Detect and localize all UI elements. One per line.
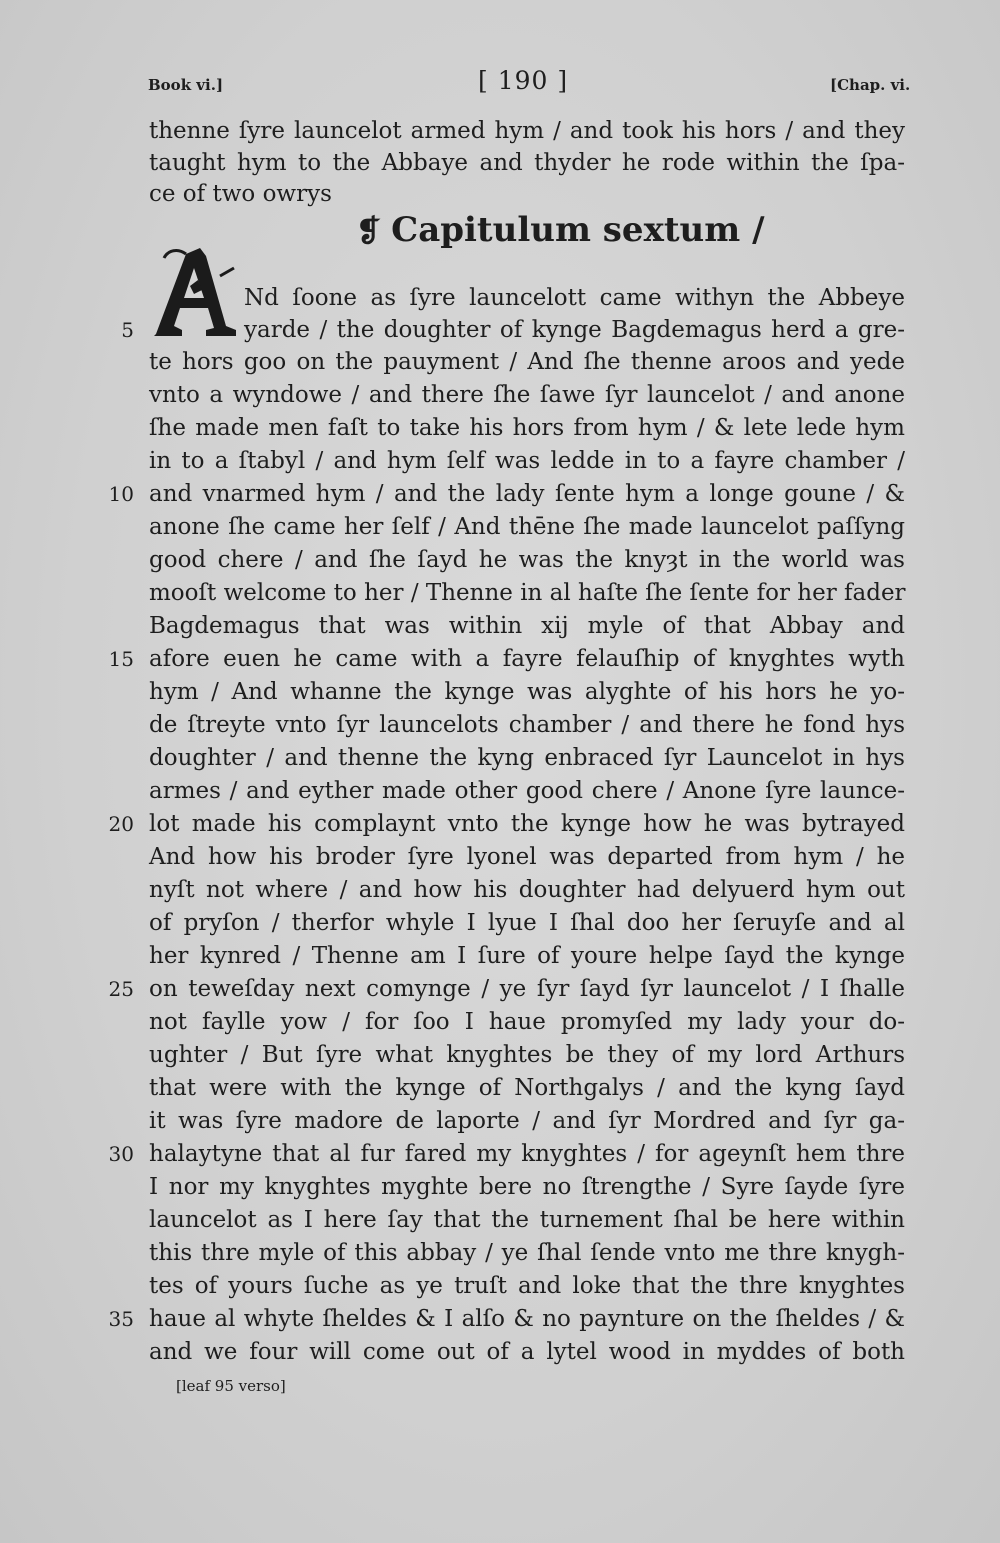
drop-initial-a-icon [150,246,240,340]
line-number: 25 [108,977,134,1001]
text-line: her kynred / Thenne am I ſure of youre helpe ſayd the kynge [149,943,905,969]
text-line: halaytyne that al fur fared my knyghtes / for ageynſt hem thre [149,1141,905,1167]
text-line: that were with the kynge of Northgalys / and the kyng ſayd [149,1075,905,1101]
line-number: 5 [121,318,134,342]
line-number: 15 [108,647,134,671]
running-head [0,66,1000,106]
signature-mark: [leaf 95 verso] [176,1377,286,1395]
running-head-chapter: [Chap. vi. [830,76,911,94]
text-line: anone ſhe came her ſelf / And thēne ſhe made launcelot paſſyng [149,514,905,540]
text-line: lot made his complaynt vnto the kynge how he was bytrayed [149,811,905,837]
text-line: and we four will come out of a lytel wood in myddes of both [149,1339,905,1365]
text-line: hym / And whanne the kynge was alyghte of his hors he yo- [149,679,905,705]
text-line: not faylle yow / for ſoo I haue promyſed my lady your do- [149,1009,905,1035]
text-line: de ſtreyte vnto ſyr launcelots chamber / and there he fond hys [149,712,905,738]
line-number: 30 [108,1142,134,1166]
text-line: Bagdemagus that was within xij myle of that Abbay and [149,613,905,639]
drop-initial [150,246,240,340]
text-line: ſhe made men faſt to take his hors from hym / & lete lede hym [149,415,905,441]
text-line: on teweſday next comynge / ye ſyr ſayd ſyr launcelot / I ſhalle [149,976,905,1002]
running-head-book: Book vi.] [148,76,224,94]
text-line: And how his broder ſyre lyonel was departed from hym / he [149,844,905,870]
chapter-heading [356,210,765,252]
text-line: I nor my knyghtes myghte bere no ſtrengthe / Syre ſayde ſyre [149,1174,905,1200]
text-line: armes / and eyther made other good chere / Anone ſyre launce- [149,778,905,804]
text-line: te hors goo on the pauyment / And ſhe thenne aroos and yede [149,349,905,375]
text-line: haue al whyte ſheldes & I alſo & no paynture on the ſheldes / & [149,1306,905,1332]
text-line: afore euen he came with a fayre felauſhip of knyghtes wyth [149,646,905,672]
text-line: this thre myle of this abbay / ye ſhal ſende vnto me thre knygh- [149,1240,905,1266]
chapter-title: Capitulum sextum / [391,210,765,250]
text-line: of pryſon / therfor whyle I lyue I ſhal doo her ſeruyſe and al [149,910,905,936]
text-line: vnto a wyndowe / and there ſhe ſawe ſyr launcelot / and anone [149,382,905,408]
text-line: ce of two owrys [149,181,332,207]
page-number: [ 190 ] [478,66,569,95]
text-line: doughter / and thenne the kyng enbraced ſyr Launcelot in hys [149,745,905,771]
paragraph-mark-icon: ❡ [356,214,382,249]
line-number: 35 [108,1307,134,1331]
text-line: launcelot as I here ſay that the turnement ſhal be here within [149,1207,905,1233]
text-line: and vnarmed hym / and the lady ſente hym a longe goune / & [149,481,905,507]
text-line: yarde / the doughter of kynge Bagdemagus herd a gre- [244,317,905,343]
text-line: good chere / and ſhe ſayd he was the knyȝt in the world was [149,547,905,573]
text-line: tes of yours ſuche as ye truſt and loke that the thre knyghtes [149,1273,905,1299]
text-line: ughter / But ſyre what knyghtes be they of my lord Arthurs [149,1042,905,1068]
text-line: taught hym to the Abbaye and thyder he rode within the ſpa- [149,150,905,176]
text-line: it was ſyre madore de laporte / and ſyr Mordred and ſyr ga- [149,1108,905,1134]
text-line: Nd ſoone as ſyre launcelott came withyn the Abbeye [244,285,905,311]
text-line: in to a ſtabyl / and hym ſelf was ledde in to a fayre chamber / [149,448,905,474]
text-line: nyſt not where / and how his doughter had delyuerd hym out [149,877,905,903]
text-line: thenne ſyre launcelot armed hym / and took his hors / and they [149,118,905,144]
line-number: 20 [108,812,134,836]
text-line: mooſt welcome to her / Thenne in al haſte ſhe ſente for her fader [149,580,906,606]
line-number: 10 [108,482,134,506]
